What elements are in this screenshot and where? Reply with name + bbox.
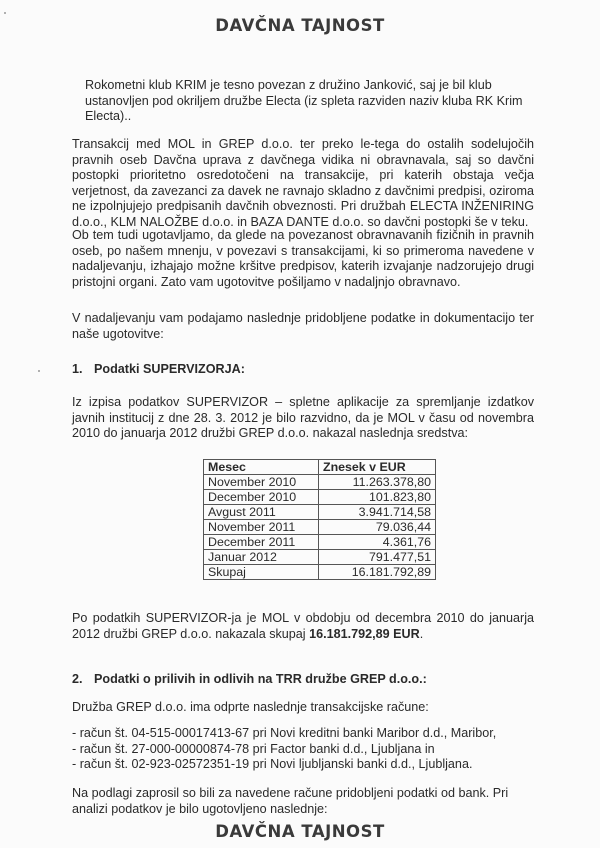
confidentiality-stamp-top: DAVČNA TAJNOST: [215, 16, 385, 35]
table-row: [204, 490, 436, 505]
paragraph-transactions: Transakcij med MOL in GREP d.o.o. ter preko le-tega do ostalih sodelujočih pravnih oseb Davčna uprava z davčnega vidika ni obravnavala, saj so davčni postopki prioritetno osredotočeni na transakcije, pri katerih obstaja večja verjetnost, da zavezanci za davek ne ravnajo skladno z davčnimi predpisi, oziroma ne izpolnjujejo predpisanih davčnih obveznosti. Pri družbah ELECTA INŽENIRING d.o.o., KLM NALOŽBE d.o.o. in BAZA DANTE d.o.o. so davčni postopki še v teku.: [72, 137, 534, 229]
section-heading-1: [72, 362, 245, 376]
total-text-suffix: .: [419, 626, 424, 641]
amount-cell: 791.477,51: [319, 550, 436, 565]
total-label-cell: Skupaj: [204, 565, 319, 580]
section-number: 1.: [72, 362, 83, 376]
total-text-prefix: Po podatkih SUPERVIZOR-ja je MOL v obdobju od decembra 2010 do januarja 2012 družbi GREP d.o.o. nakazala skupaj: [72, 611, 534, 641]
confidentiality-stamp-bottom: DAVČNA TAJNOST: [215, 822, 385, 841]
month-cell: Januar 2012: [204, 550, 319, 565]
month-cell: December 2010: [204, 490, 319, 505]
paragraph-supervizor: Iz izpisa podatkov SUPERVIZOR – spletne aplikacije za spremljanje izdatkov javnih institucij z dne 28. 3. 2012 je bilo razvidno, da je MOL v času od novembra 2010 do januarja 2012 družbi GREP d.o.o. nakazal naslednja sredstva:: [72, 395, 534, 441]
month-cell: November 2010: [204, 475, 319, 490]
payments-table: [203, 459, 436, 580]
account-item: - račun št. 27-000-00000874-78 pri Factor banki d.d., Ljubljana in: [72, 741, 435, 756]
table-header-row: [204, 460, 436, 475]
amount-cell: 4.361,76: [319, 535, 436, 550]
section-heading-2: [72, 672, 427, 686]
amount-cell: 101.823,80: [319, 490, 436, 505]
table-row: [204, 475, 436, 490]
paragraph-findings: Ob tem tudi ugotavljamo, da glede na povezanost obravnavanih fizičnih in pravnih oseb, po našem mnenju, v povezavi s transakcijami, ki so primeroma navedene v nadaljevanju, izhajajo možne kršitve predpisov, katerih izvajanje nadzorujejo drugi pristojni organi. Zato vam ugotovitve pošiljamo v nadaljnjo obravnavo.: [72, 228, 534, 289]
table-row: [204, 550, 436, 565]
month-cell: Avgust 2011: [204, 505, 319, 520]
amount-cell: 11.263.378,80: [319, 475, 436, 490]
paragraph-total: [72, 611, 534, 642]
paragraph-intro: V nadaljevanju vam podajamo naslednje pridobljene podatke in dokumentacijo ter naše ugotovitve:: [72, 311, 534, 341]
amount-cell: 3.941.714,58: [319, 505, 436, 520]
account-item: - račun št. 04-515-00017413-67 pri Novi kreditni banki Maribor d.d., Maribor,: [72, 726, 497, 740]
table-row: [204, 505, 436, 520]
accounts-list: [72, 726, 552, 773]
column-header-amount: Znesek v EUR: [319, 460, 436, 475]
table-row: [204, 520, 436, 535]
section-title: Podatki o prilivih in odlivih na TRR družbe GREP d.o.o.:: [94, 672, 427, 686]
paragraph-analysis: Na podlagi zaprosil so bili za navedene račune pridobljeni podatki od bank. Pri analizi podatkov je bilo ugotovljeno naslednje:: [72, 786, 509, 816]
month-cell: November 2011: [204, 520, 319, 535]
section-title: Podatki SUPERVIZORJA:: [94, 362, 245, 376]
paragraph-accounts-intro: Družba GREP d.o.o. ima odprte naslednje transakcijske račune:: [72, 700, 429, 714]
scan-speck: [4, 12, 6, 14]
amount-cell: 79.036,44: [319, 520, 436, 535]
total-amount: 16.181.792,89 EUR: [309, 626, 420, 641]
table-row: [204, 535, 436, 550]
scan-speck: [38, 370, 40, 372]
section-number: 2.: [72, 672, 83, 686]
total-amount-cell: 16.181.792,89: [319, 565, 436, 580]
account-item: - račun št. 02-923-02572351-19 pri Novi ljubljanski banki d.d., Ljubljana.: [72, 757, 473, 772]
paragraph-krim: Rokometni klub KRIM je tesno povezan z družino Janković, saj je bil klub ustanovljen pod okriljem družbe Electa (iz spleta razviden naziv kluba RK Krim Electa)..: [85, 78, 523, 124]
month-cell: December 2011: [204, 535, 319, 550]
column-header-month: Mesec: [204, 460, 319, 475]
table-total-row: [204, 565, 436, 580]
